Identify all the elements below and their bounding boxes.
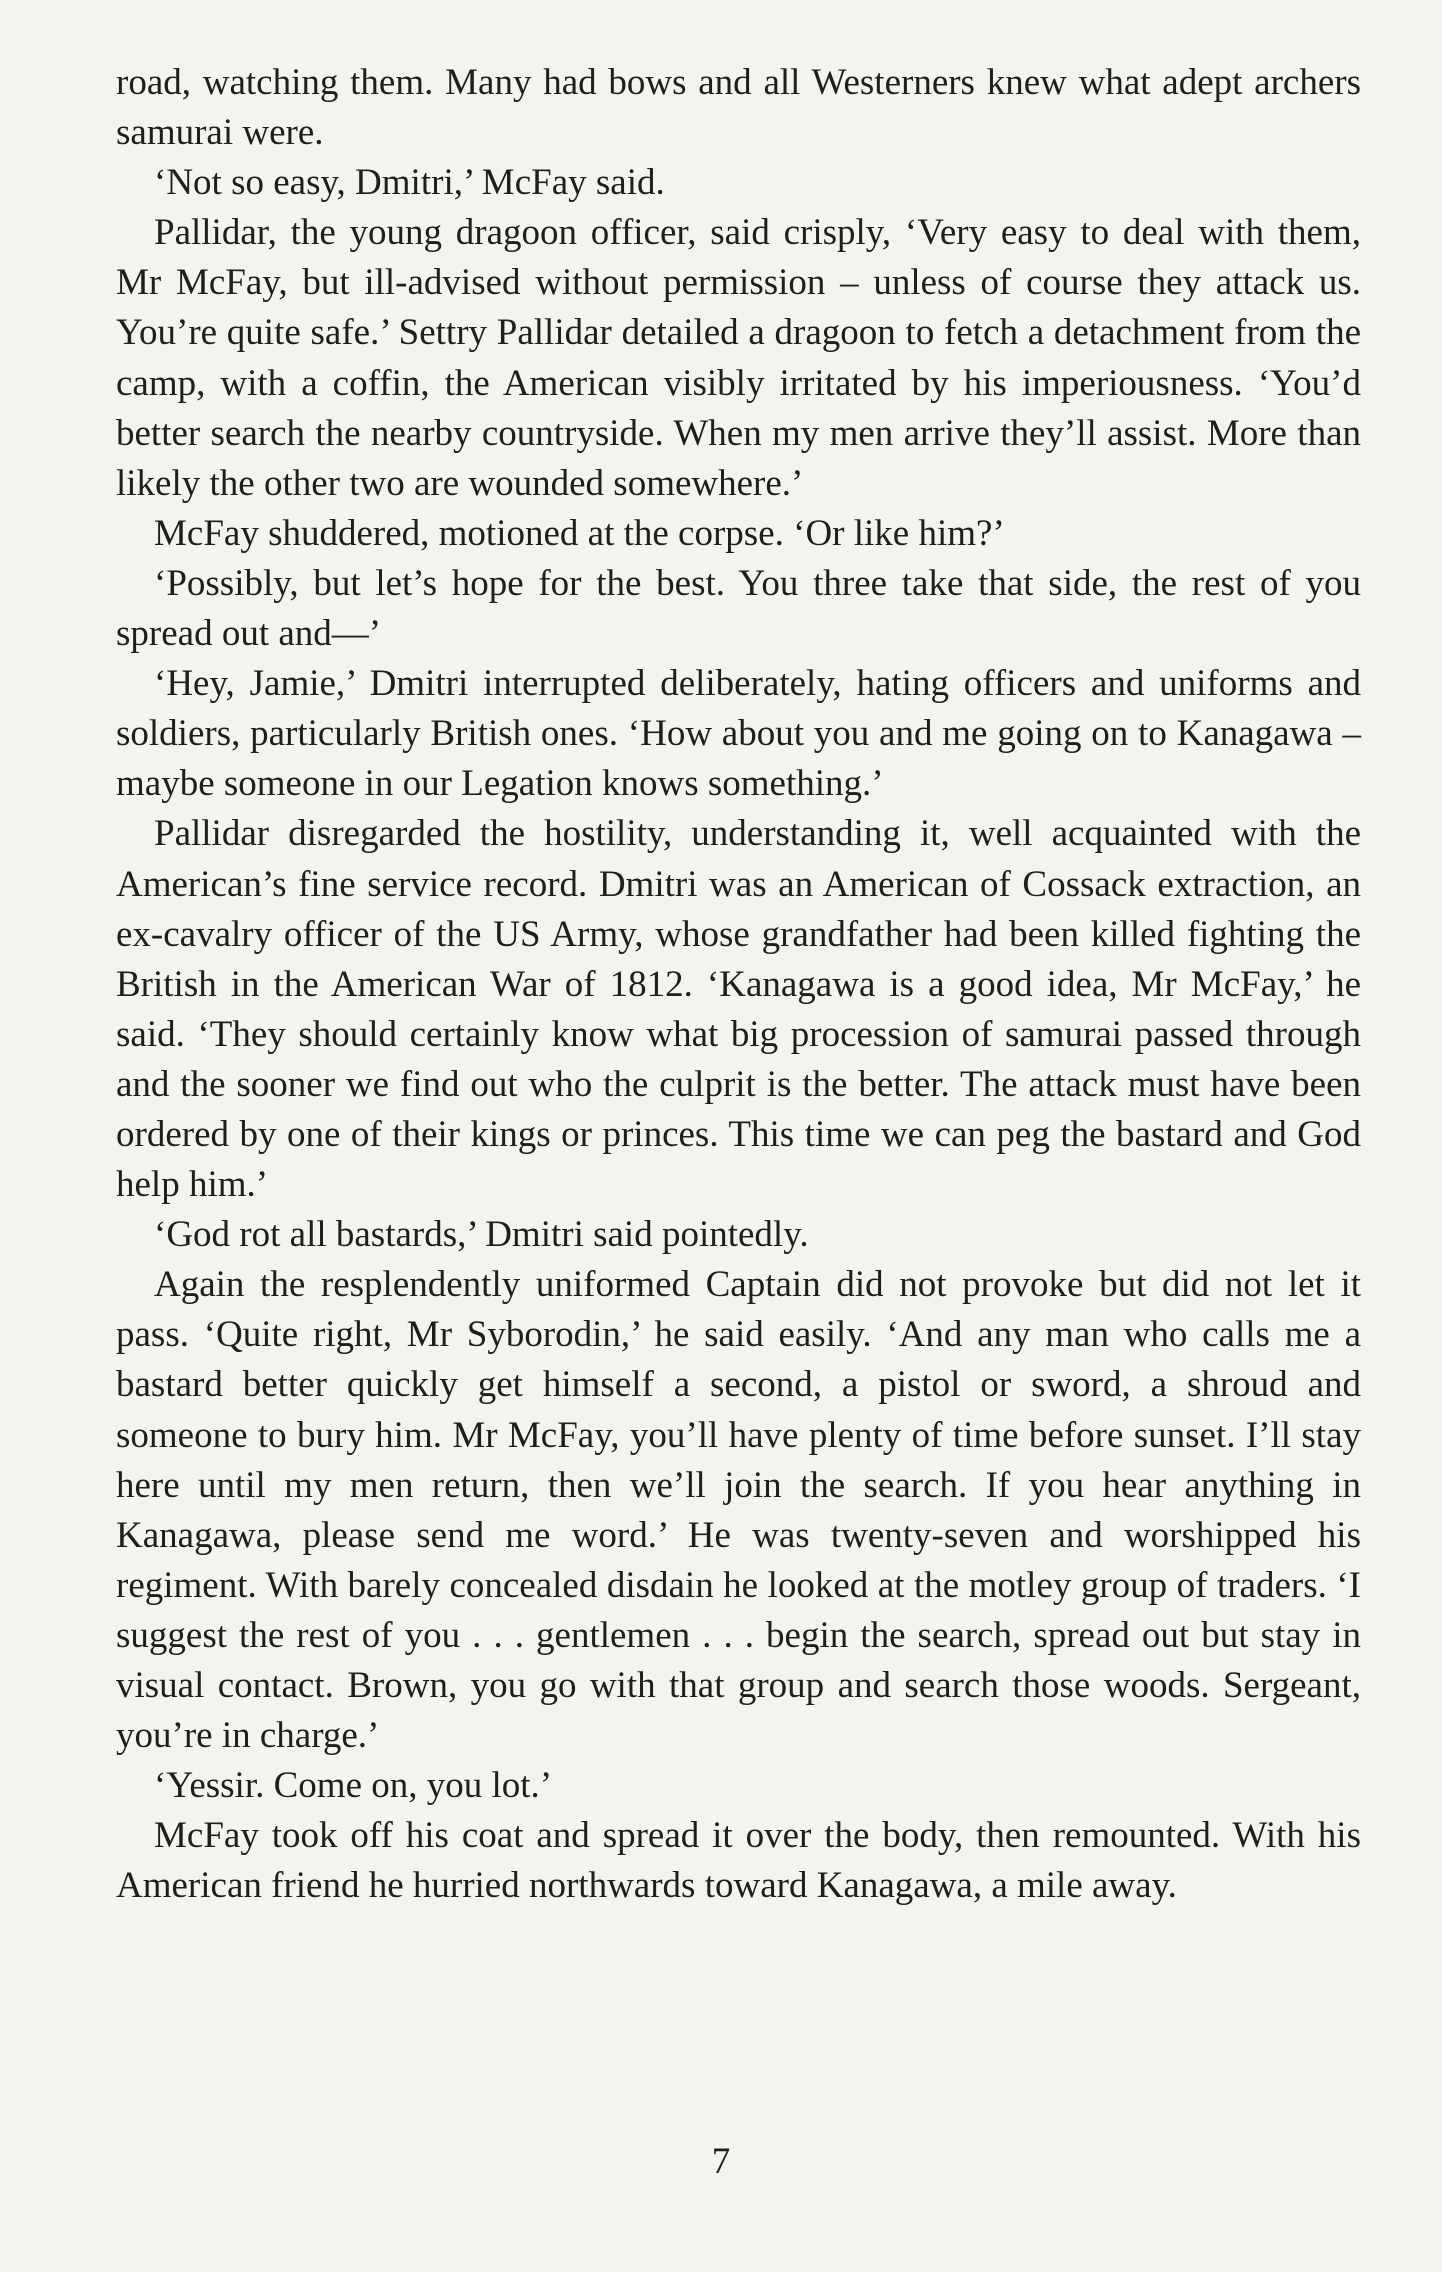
paragraph: Pallidar, the young dragoon officer, said crisply, ‘Very easy to deal with them, Mr McFay, but ill-advised without permission – unless of course they attack us. You’re quite safe.’ Settry Pallidar detailed a dragoon to fetch a detachment from the camp, with a coffin, the American visibly irritated by his imperiousness. ‘You’d better search the nearby countryside. When my men arrive they’ll assist. More than likely the other two are wounded somewhere.’ [116,212,1361,504]
paragraph: road, watching them. Many had bows and all Westerners knew what adept archers samurai were. [116,62,1361,154]
paragraph: ‘Hey, Jamie,’ Dmitri interrupted deliberately, hating officers and uniforms and soldiers, particularly British ones. ‘How about you and me going on to Kanagawa – maybe someone in our Legation knows something.’ [116,663,1361,805]
paragraph: ‘Possibly, but let’s hope for the best. You three take that side, the rest of you spread out and—’ [116,562,1361,655]
paragraph: ‘God rot all bastards,’ Dmitri said pointedly. [154,1214,809,1256]
page-number: 7 [711,2141,731,2182]
paragraph: ‘Yessir. Come on, you lot.’ [154,1765,553,1807]
paragraph: Again the resplendently uniformed Captain did not provoke but did not let it pass. ‘Quite right, Mr Syborodin,’ he said easily. ‘And any man who calls me a bastard better quickly get himself a second, a pistol or sword, a shroud and someone to bury him. Mr McFay, you’ll have plenty of time before sunset. I’ll stay here until my men return, then we’ll join the search. If you hear anything in Kanagawa, please send me word.’ He was twenty-seven and worshipped his regiment. With barely concealed disdain he looked at the motley group of traders. ‘I suggest the rest of you . . . gentlemen . . . begin the search, spread out but stay in visual contact. Brown, you go with that group and search those woods. Sergeant, you’re in charge.’ [116,1264,1361,1757]
paragraph: McFay shuddered, motioned at the corpse. ‘Or like him?’ [154,512,1005,554]
paragraph: ‘Not so easy, Dmitri,’ McFay said. [154,162,665,204]
paragraph: Pallidar disregarded the hostility, understanding it, well acquainted with the American’s fine service record. Dmitri was an American of Cossack extraction, an ex-cavalry officer of the US Army, whose grandfather had been killed fighting the British in the American War of 1812. ‘Kanagawa is a good idea, Mr McFay,’ he said. ‘They should certainly know what big procession of samurai passed through and the sooner we find out who the culprit is the better. The attack must have been ordered by one of their kings or princes. This time we can peg the bastard and God help him.’ [116,813,1361,1206]
body-text [116,58,1361,1911]
paragraph: McFay took off his coat and spread it over the body, then remounted. With his American friend he hurried northwards toward Kanagawa, a mile away. [116,1815,1361,1907]
